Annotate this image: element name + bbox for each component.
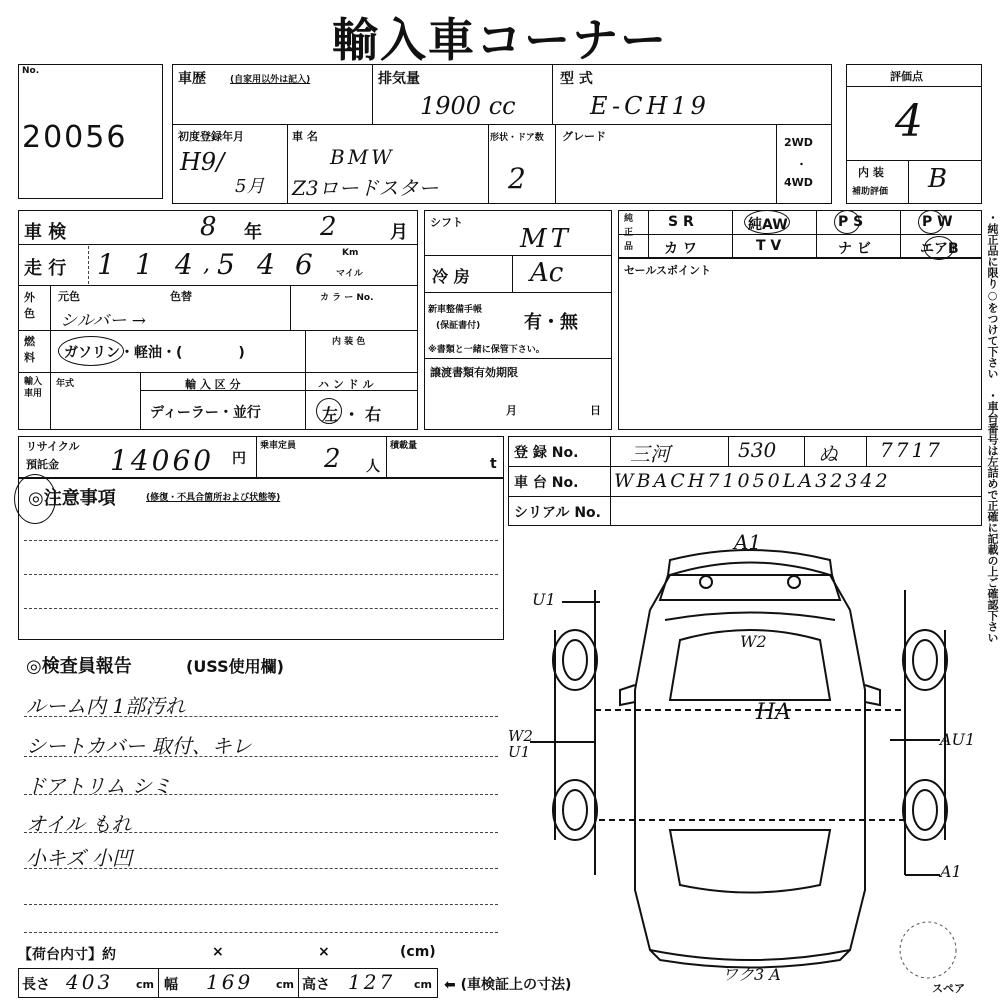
cargo-unit: (cm) bbox=[400, 944, 436, 960]
import-side-label: 輸入車用 bbox=[24, 377, 43, 399]
inspector-line: オイル もれ bbox=[26, 812, 132, 836]
option-tv: T V bbox=[756, 238, 782, 254]
caution-label: ◎注意事項 bbox=[28, 488, 116, 509]
first-reg-month: 5月 bbox=[235, 176, 265, 197]
doors-value: 2 bbox=[508, 162, 526, 195]
car-name-maker: BMW bbox=[330, 145, 395, 169]
fuel-value: ガソリン・軽油・( ) bbox=[64, 345, 245, 361]
cargo-label: 【荷台内寸】約 bbox=[18, 947, 116, 963]
stock-number: 20056 bbox=[22, 120, 128, 155]
transfer-day: 日 bbox=[590, 404, 601, 417]
selling-points-label: セールスポイント bbox=[624, 264, 712, 277]
inspector-label: ◎検査員報告 bbox=[26, 656, 132, 677]
serial-label: シリアル No. bbox=[514, 505, 601, 521]
spare-label: スペア bbox=[932, 982, 965, 995]
option-ps-circle bbox=[834, 210, 860, 234]
first-reg-year: H9/ bbox=[180, 148, 225, 176]
option-leather: カ ワ bbox=[664, 241, 697, 257]
diagram-w2-label: W2 bbox=[740, 632, 767, 651]
no-label: No. bbox=[22, 66, 40, 76]
mileage-unit-km: Km bbox=[342, 248, 359, 258]
history-note: (自家用以外は記入) bbox=[230, 75, 311, 85]
mileage-digit: 4 bbox=[175, 248, 193, 281]
height-unit: cm bbox=[414, 978, 432, 991]
dims-note: ⬅ (車検証上の寸法) bbox=[444, 977, 572, 993]
aircon-label: 冷 房 bbox=[432, 267, 470, 286]
mileage-digit: 4 bbox=[257, 248, 275, 281]
registration-label: 登 録 No. bbox=[514, 445, 579, 461]
option-sr: S R bbox=[668, 214, 694, 230]
cargo-x2: × bbox=[318, 944, 330, 960]
load-unit: t bbox=[490, 456, 497, 472]
height-label: 高さ bbox=[302, 977, 330, 993]
color-orig-label: 元色 bbox=[58, 290, 80, 303]
length-value: 403 bbox=[66, 970, 114, 994]
cargo-x1: × bbox=[212, 944, 224, 960]
drive-4wd: 4WD bbox=[784, 176, 813, 189]
history-label: 車歴 bbox=[178, 71, 206, 87]
fuel-side-label: 燃料 bbox=[24, 335, 35, 364]
mileage-digit: 1 bbox=[97, 248, 115, 281]
model-label: 型 式 bbox=[560, 71, 593, 87]
maintenance-note: ※書類と一緒に保管下さい。 bbox=[428, 345, 545, 355]
shaken-year-unit: 年 bbox=[244, 222, 262, 243]
option-navi: ナ ビ bbox=[838, 241, 871, 257]
capacity-value: 2 bbox=[324, 444, 341, 474]
option-aw-circle bbox=[744, 210, 790, 234]
color-value: シルバー → bbox=[60, 311, 147, 331]
option-ps: P S bbox=[838, 214, 864, 230]
color-side-label: 外色 bbox=[24, 291, 35, 320]
options-side-label: 純正品 bbox=[624, 214, 634, 252]
selling-points-box bbox=[618, 258, 982, 430]
color-no-label: カ ラ ー No. bbox=[320, 293, 374, 303]
grade-label: グレード bbox=[562, 130, 606, 143]
import-year-label: 年式 bbox=[56, 379, 75, 389]
diagram-left-mid-label: W2 U1 bbox=[508, 727, 533, 761]
option-pw-circle bbox=[918, 210, 944, 234]
option-airbag: エアB bbox=[920, 241, 959, 257]
mileage-digit: 1 bbox=[135, 248, 153, 281]
inspector-line: シートカバー 取付、キレ bbox=[26, 734, 252, 758]
drive-2wd: 2WD bbox=[784, 136, 813, 149]
displacement-label: 排気量 bbox=[378, 71, 420, 87]
mileage-sep: , bbox=[203, 252, 210, 277]
mileage-unit-mile: マイル bbox=[336, 269, 363, 279]
width-label: 幅 bbox=[164, 977, 178, 993]
mileage-label: 走 行 bbox=[24, 258, 67, 279]
mileage-digit: 5 bbox=[217, 248, 235, 281]
inspector-note: (USS使用欄) bbox=[186, 657, 284, 676]
score-label: 評価点 bbox=[890, 70, 923, 83]
inspector-line: ルーム内 1部汚れ bbox=[26, 694, 186, 718]
chassis-value: WBACH71050LA32342 bbox=[614, 470, 891, 492]
registration-kana: ぬ bbox=[818, 442, 838, 466]
import-class-label: 輸 入 区 分 bbox=[185, 378, 241, 391]
drive-dot: ・ bbox=[796, 158, 807, 171]
height-value: 127 bbox=[348, 970, 396, 994]
option-airbag-circle bbox=[924, 236, 954, 260]
maintenance-label1: 新車整備手帳 bbox=[428, 305, 483, 315]
fuel-circle bbox=[58, 336, 124, 366]
caution-note: (修復・不具合箇所および状態等) bbox=[146, 493, 281, 503]
recycle-label1: リサイクル bbox=[26, 440, 80, 453]
load-label: 積載量 bbox=[390, 441, 418, 451]
diagram-hood-label: HA bbox=[756, 700, 792, 725]
chassis-label: 車 台 No. bbox=[514, 475, 579, 491]
diagram-bottom-label: ワク3 A bbox=[722, 965, 781, 984]
inspector-line: 小キズ 小凹 bbox=[26, 846, 132, 870]
shaken-month-unit: 月 bbox=[390, 222, 408, 243]
inspector-line: ドアトリム シミ bbox=[26, 774, 172, 798]
import-class-value: ディーラー・並行 bbox=[150, 405, 261, 421]
shift-value: MT bbox=[520, 224, 572, 254]
option-pw: P W bbox=[922, 214, 953, 230]
recycle-unit: 円 bbox=[232, 451, 246, 467]
interior-color-label: 内 装 色 bbox=[332, 337, 366, 347]
model-value: E-CH19 bbox=[590, 92, 710, 120]
score-value: 4 bbox=[895, 96, 923, 147]
mileage-digit: 6 bbox=[295, 248, 313, 281]
handle-circle bbox=[316, 398, 342, 424]
handle-value: 左 ・ 右 bbox=[322, 405, 382, 424]
capacity-label: 乗車定員 bbox=[260, 441, 297, 451]
diagram-right-mid-label: AU1 bbox=[940, 730, 976, 749]
registration-number: 7717 bbox=[880, 438, 943, 462]
first-reg-label: 初度登録年月 bbox=[178, 130, 244, 143]
recycle-label2: 預託金 bbox=[26, 458, 59, 471]
shaken-month: 2 bbox=[320, 212, 337, 242]
maintenance-label2: (保証書付) bbox=[436, 321, 481, 331]
registration-class: 530 bbox=[738, 438, 777, 462]
interior-value: B bbox=[928, 164, 948, 194]
maintenance-value: 有・無 bbox=[524, 312, 578, 333]
capacity-unit: 人 bbox=[366, 459, 380, 475]
length-unit: cm bbox=[136, 978, 154, 991]
registration-area: 三河 bbox=[630, 442, 670, 466]
shaken-year: 8 bbox=[200, 212, 217, 242]
car-diagram bbox=[520, 530, 980, 980]
interior-sub: 補助評価 bbox=[852, 187, 889, 197]
width-unit: cm bbox=[276, 978, 294, 991]
length-label: 長さ bbox=[22, 977, 50, 993]
displacement-value: 1900 cc bbox=[420, 92, 516, 120]
color-change-label: 色替 bbox=[170, 290, 192, 303]
recycle-value: 14060 bbox=[110, 444, 215, 477]
side-note: ・純正品に限り○をつけて下さい ・車台番号は左詰めで正確に記載の上ご確認下さい bbox=[986, 212, 999, 643]
transfer-label: 譲渡書類有効期限 bbox=[430, 366, 518, 379]
width-value: 169 bbox=[206, 970, 254, 994]
mileage-digits bbox=[88, 246, 324, 284]
doors-label: 形状・ドア数 bbox=[490, 133, 544, 143]
car-name-model: Z3ロードスター bbox=[292, 176, 439, 200]
shaken-label: 車 検 bbox=[24, 222, 67, 243]
diagram-front-left-label: U1 bbox=[532, 590, 556, 609]
shift-label: シフト bbox=[430, 216, 463, 229]
car-name-label: 車 名 bbox=[292, 130, 318, 143]
handle-label: ハ ン ド ル bbox=[318, 378, 374, 391]
transfer-month: 月 bbox=[506, 404, 517, 417]
aircon-value: Ac bbox=[530, 258, 564, 288]
interior-label: 内 装 bbox=[858, 166, 884, 179]
diagram-right-rear-label: A1 bbox=[940, 862, 962, 881]
page-title: 輸入車コーナー bbox=[332, 13, 668, 67]
option-aw: 純AW bbox=[748, 217, 788, 233]
diagram-top-label: A1 bbox=[734, 530, 762, 554]
